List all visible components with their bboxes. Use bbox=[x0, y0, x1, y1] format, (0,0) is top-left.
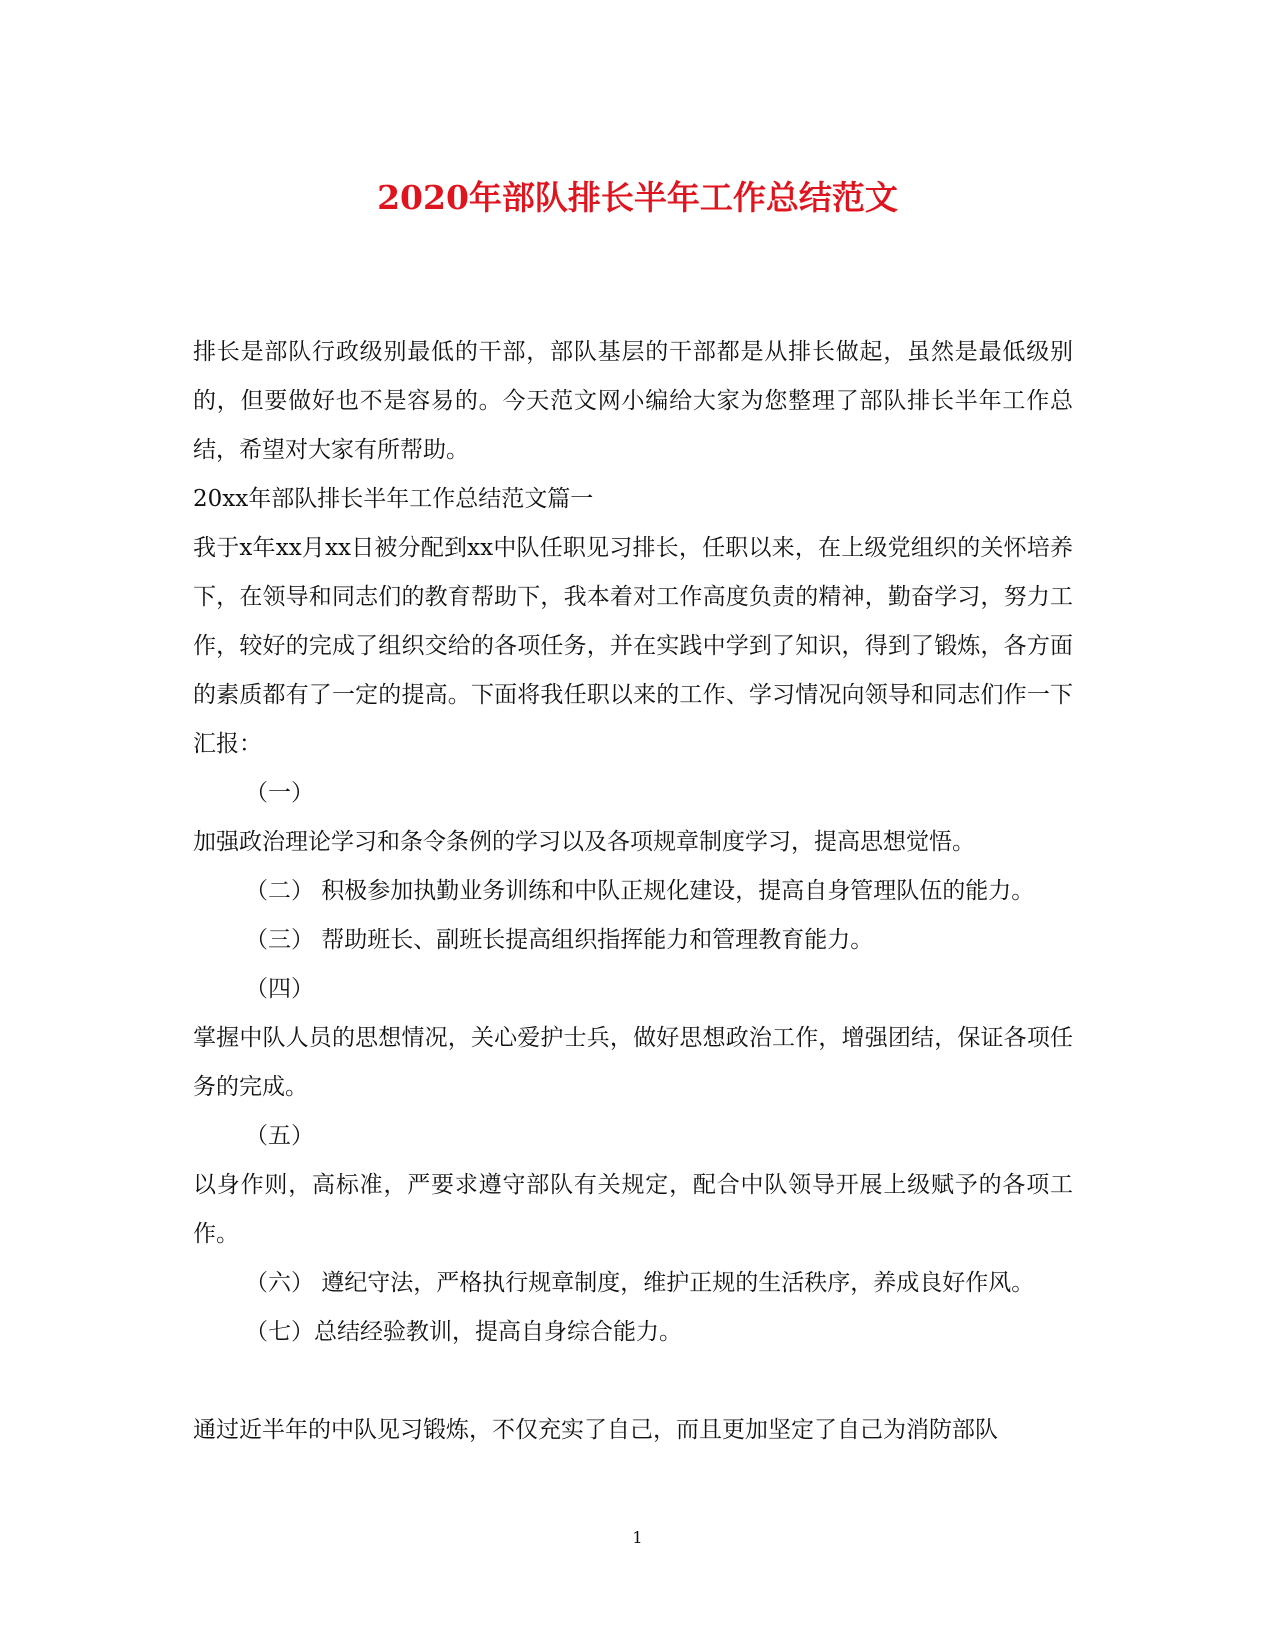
document-body bbox=[193, 328, 1073, 1455]
body-paragraph: 我于x年xx月xx日被分配到xx中队任职见习排长，任职以来，在上级党组织的关怀培养下，在领导和同志们的教育帮助下，我本着对工作高度负责的精神，勤奋学习，努力工作，较好的完成了组织交给的各项任务，并在实践中学到了知识，得到了锻炼，各方面的素质都有了一定的提高。下面将我任职以来的工作、学习情况向领导和同志们作一下汇报： bbox=[193, 535, 1073, 757]
list-item-3: （三） 帮助班长、副班长提高组织指挥能力和管理教育能力。 bbox=[245, 927, 874, 953]
document-title: 2020年部队排长半年工作总结范文 bbox=[377, 178, 898, 217]
list-marker-1: （一） bbox=[245, 780, 314, 806]
list-marker-4: （四） bbox=[245, 976, 314, 1002]
list-item-7: （七）总结经验教训，提高自身综合能力。 bbox=[245, 1319, 682, 1345]
closing-paragraph: 通过近半年的中队见习锻炼，不仅充实了自己，而且更加坚定了自己为消防部队 bbox=[193, 1417, 998, 1443]
list-item-2: （二） 积极参加执勤业务训练和中队正规化建设，提高自身管理队伍的能力。 bbox=[245, 878, 1035, 904]
list-item-5-text: 以身作则，高标准，严要求遵守部队有关规定，配合中队领导开展上级赋予的各项工作。 bbox=[193, 1172, 1073, 1247]
list-item-1-text: 加强政治理论学习和条令条例的学习以及各项规章制度学习，提高思想觉悟。 bbox=[193, 829, 975, 855]
page-number: 1 bbox=[632, 1528, 643, 1547]
list-item-4-text: 掌握中队人员的思想情况，关心爱护士兵，做好思想政治工作，增强团结，保证各项任务的完成。 bbox=[193, 1025, 1073, 1100]
list-marker-5: （五） bbox=[245, 1123, 314, 1149]
intro-paragraph: 排长是部队行政级别最低的干部，部队基层的干部都是从排长做起，虽然是最低级别的，但要做好也不是容易的。今天范文网小编给大家为您整理了部队排长半年工作总结，希望对大家有所帮助。 bbox=[193, 339, 1073, 463]
list-item-6: （六） 遵纪守法，严格执行规章制度，维护正规的生活秩序，养成良好作风。 bbox=[245, 1270, 1035, 1296]
section-heading: 20xx年部队排长半年工作总结范文篇一 bbox=[193, 486, 594, 512]
